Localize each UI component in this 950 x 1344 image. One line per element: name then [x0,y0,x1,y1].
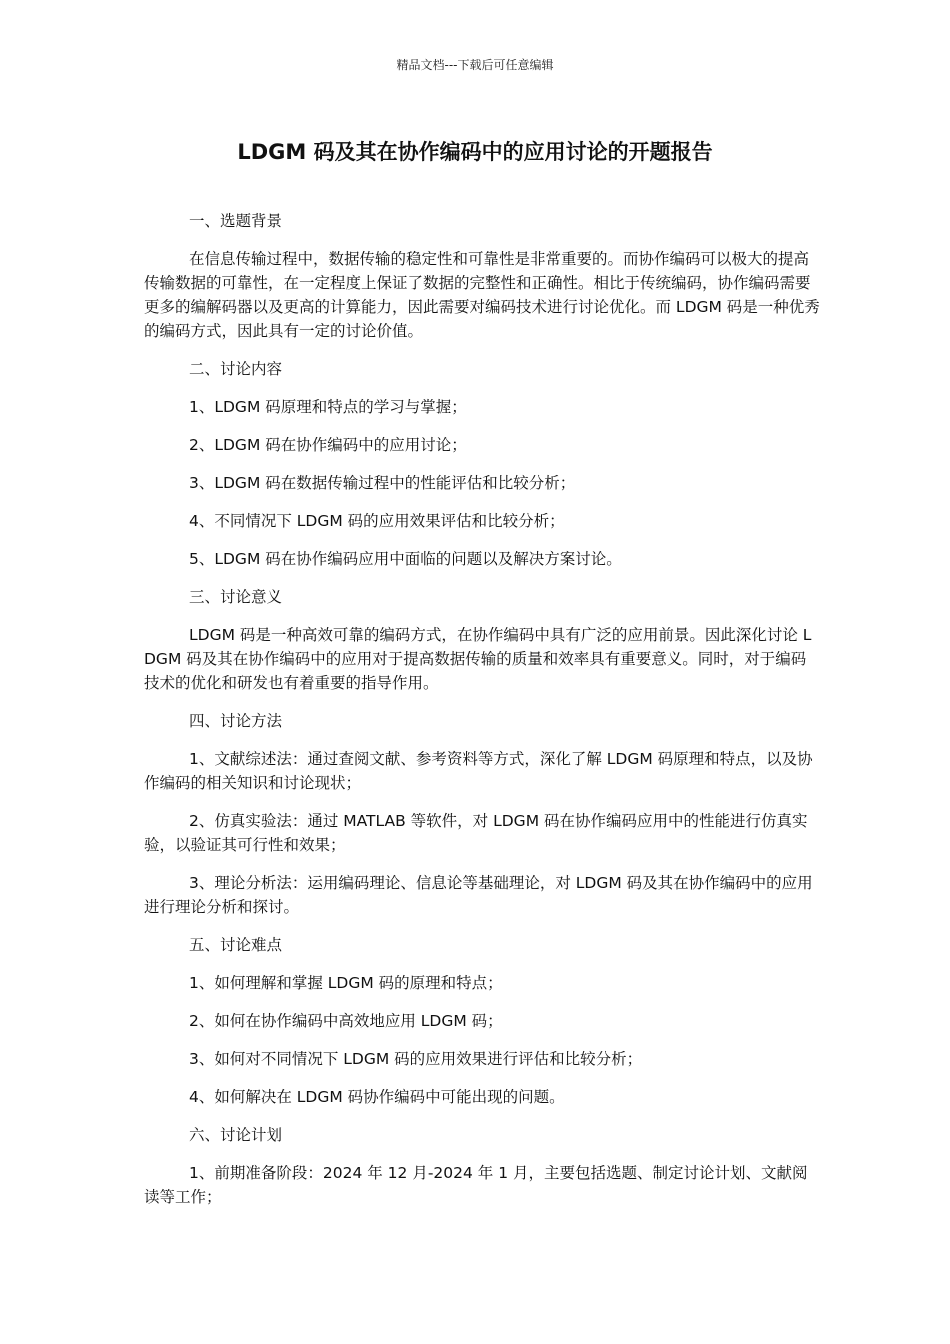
content-item-2: 2、LDGM 码在协作编码中的应用讨论； [189,436,467,454]
difficulty-item-3: 3、如何对不同情况下 LDGM 码的应用效果进行评估和比较分析； [189,1050,643,1068]
content-item-1: 1、LDGM 码原理和特点的学习与掌握； [189,398,467,416]
section-heading-difficulties: 五、讨论难点 [189,936,283,954]
document-title: LDGM 码及其在协作编码中的应用讨论的开题报告 [237,140,713,164]
content-item-3: 3、LDGM 码在数据传输过程中的性能评估和比较分析； [189,474,576,492]
content-item-5: 5、LDGM 码在协作编码应用中面临的问题以及解决方案讨论。 [189,550,622,568]
difficulty-item-2: 2、如何在协作编码中高效地应用 LDGM 码； [189,1012,503,1030]
paragraph-significance: LDGM 码是一种高效可靠的编码方式，在协作编码中具有广泛的应用前景。因此深化讨论 LDGM 码及其在协作编码中的应用对于提高数据传输的质量和效率具有重要意义。同时，对于编码技术的优化和研发也有着重要的指导作用。 [144,626,812,692]
difficulty-item-4: 4、如何解决在 LDGM 码协作编码中可能出现的问题。 [189,1088,565,1106]
difficulty-item-1: 1、如何理解和掌握 LDGM 码的原理和特点； [189,974,503,992]
method-item-2: 2、仿真实验法：通过 MATLAB 等软件，对 LDGM 码在协作编码应用中的性能进行仿真实验，以验证其可行性和效果； [144,812,808,854]
method-item-1: 1、文献综述法：通过查阅文献、参考资料等方式，深化了解 LDGM 码原理和特点，以及协作编码的相关知识和讨论现状； [144,750,813,792]
document-body [144,209,820,1223]
section-heading-methods: 四、讨论方法 [189,712,283,730]
method-item-3: 3、理论分析法：运用编码理论、信息论等基础理论，对 LDGM 码及其在协作编码中的应用进行理论分析和探讨。 [144,874,813,916]
paragraph-background: 在信息传输过程中，数据传输的稳定性和可靠性是非常重要的。而协作编码可以极大的提高传输数据的可靠性，在一定程度上保证了数据的完整性和正确性。相比于传统编码，协作编码需要更多的编解码器以及更高的计算能力，因此需要对编码技术进行讨论优化。而 LDGM 码是一种优秀的编码方式，因此具有一定的讨论价值。 [144,250,820,340]
header-note: 精品文档---下载后可任意编辑 [396,58,554,72]
section-heading-content: 二、讨论内容 [189,360,283,378]
plan-item-1: 1、前期准备阶段：2024 年 12 月-2024 年 1 月，主要包括选题、制定讨论计划、文献阅读等工作； [144,1164,808,1206]
section-heading-background: 一、选题背景 [189,212,283,230]
section-heading-significance: 三、讨论意义 [189,588,283,606]
content-item-4: 4、不同情况下 LDGM 码的应用效果评估和比较分析； [189,512,565,530]
section-heading-plan: 六、讨论计划 [189,1126,283,1144]
